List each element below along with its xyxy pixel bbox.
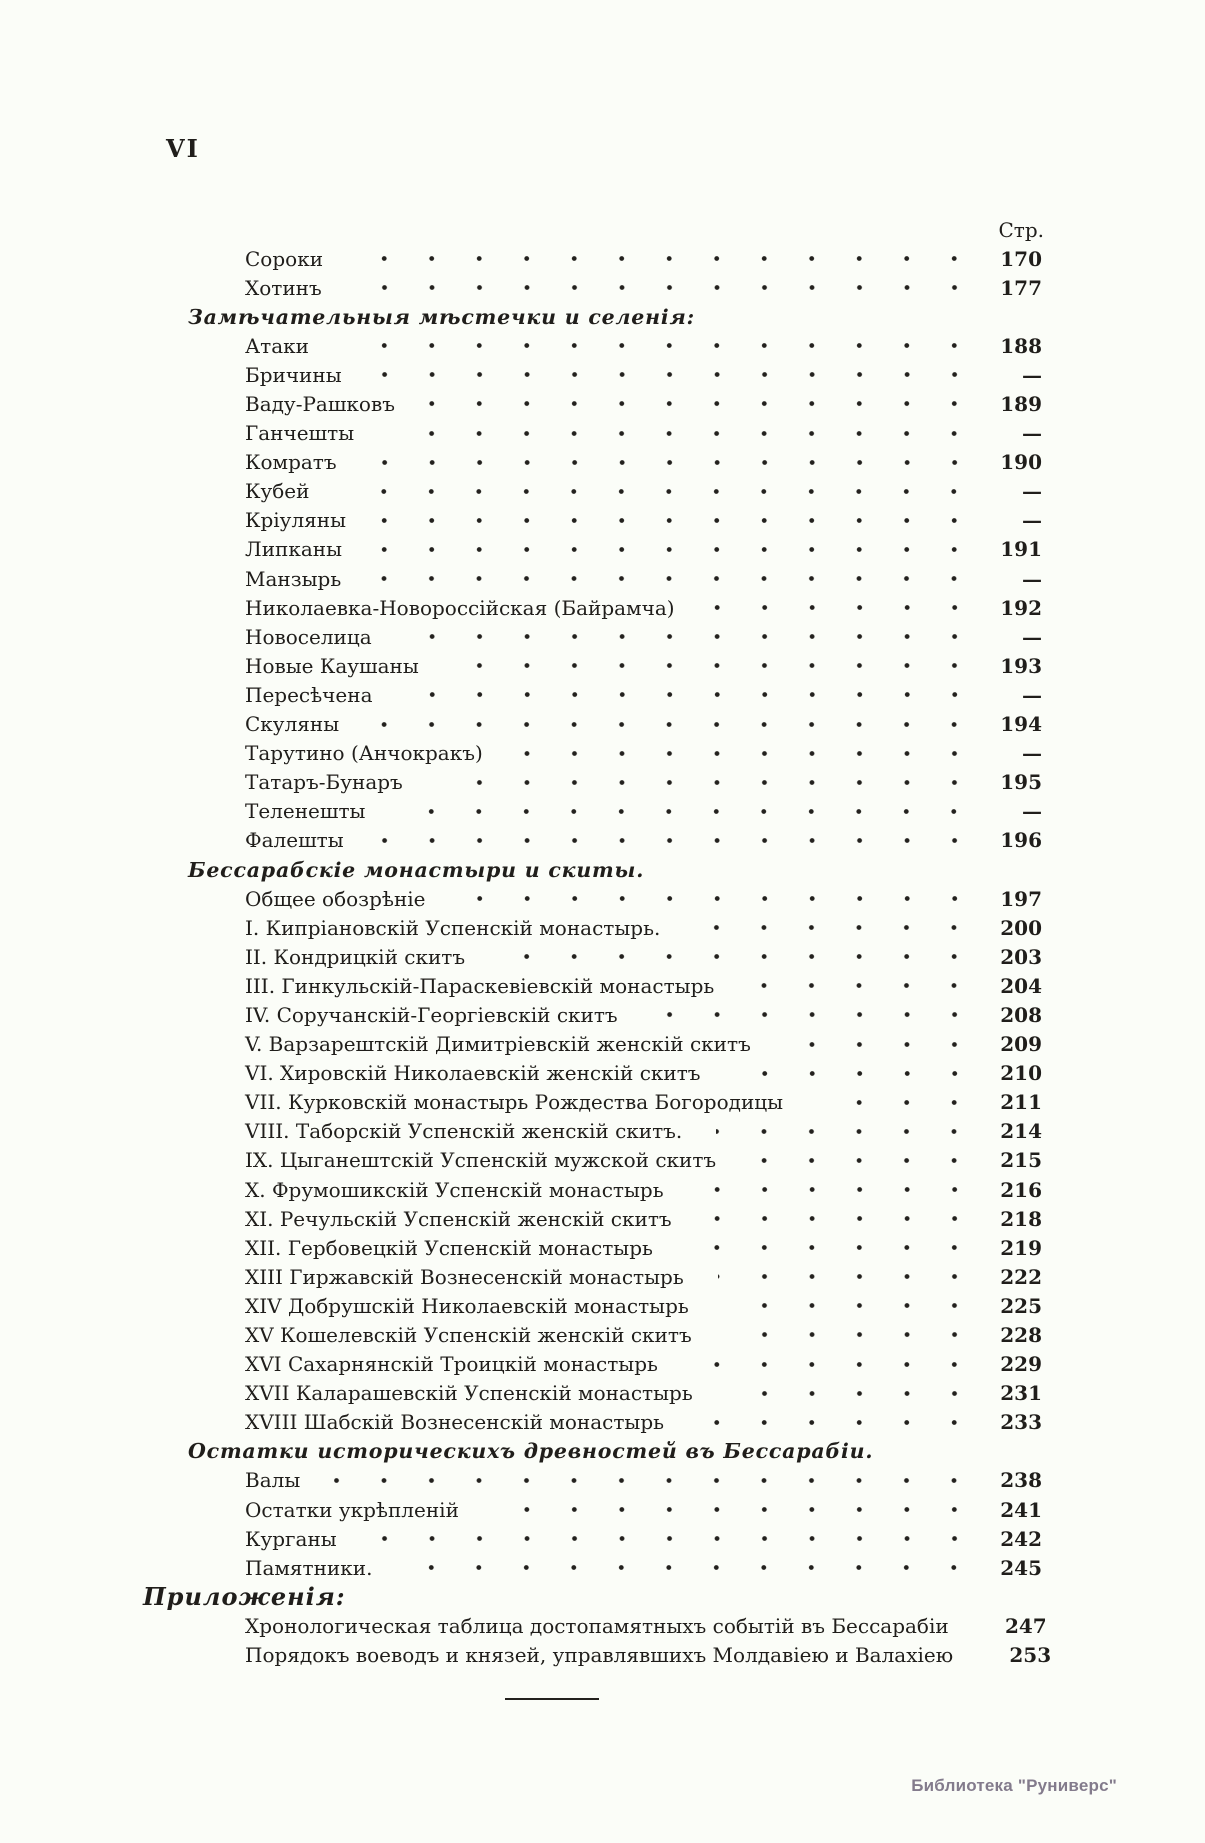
toc-entry bbox=[245, 1000, 1042, 1029]
page-number: 253 bbox=[1009, 1643, 1052, 1668]
toc-entry bbox=[245, 1059, 1042, 1088]
dot-leader bbox=[375, 564, 978, 593]
dot-leader bbox=[687, 1233, 978, 1262]
dot-leader bbox=[356, 273, 978, 302]
dot-leader bbox=[698, 1175, 978, 1204]
toc-entry bbox=[245, 1262, 1042, 1291]
dot-leader bbox=[493, 1495, 978, 1524]
toc-entry bbox=[245, 1379, 1042, 1408]
dot-leader bbox=[343, 477, 978, 506]
entry-label: Курганы bbox=[245, 1526, 337, 1551]
folio-number: VI bbox=[166, 134, 200, 163]
dot-leader bbox=[376, 360, 978, 389]
entry-label: Новые Каушаны bbox=[245, 653, 419, 678]
toc-entry bbox=[245, 768, 1042, 797]
entry-label: Ганчешты bbox=[245, 421, 355, 446]
entry-label: Порядокъ воеводъ и князей, управлявшихъ Молдавіею и Валахіею bbox=[245, 1643, 954, 1668]
toc-entry bbox=[245, 389, 1042, 418]
toc-entry bbox=[245, 448, 1042, 477]
dot-leader bbox=[716, 1117, 978, 1146]
toc-entry bbox=[245, 651, 1042, 680]
page-number: 177 bbox=[1000, 275, 1042, 300]
dot-leader bbox=[460, 884, 978, 913]
toc-entry bbox=[245, 1350, 1042, 1379]
toc-entry bbox=[245, 506, 1042, 535]
toc-entry bbox=[245, 1524, 1042, 1553]
dot-leader bbox=[735, 1059, 978, 1088]
toc-entry bbox=[245, 826, 1042, 855]
toc-entry bbox=[245, 1611, 1047, 1640]
dot-leader bbox=[785, 1030, 978, 1059]
page-number: 245 bbox=[1000, 1555, 1042, 1580]
section-heading-label: Бессарабскіе монастыри и скиты. bbox=[188, 857, 645, 882]
toc-section-heading bbox=[188, 302, 1042, 331]
page-number: 219 bbox=[1000, 1235, 1042, 1260]
toc-entry bbox=[245, 273, 1042, 302]
toc-entry bbox=[245, 1495, 1042, 1524]
page-number: 209 bbox=[1000, 1032, 1042, 1057]
dot-leader bbox=[343, 331, 978, 360]
toc-entry bbox=[245, 942, 1042, 971]
dot-leader bbox=[406, 622, 978, 651]
toc-entry bbox=[245, 797, 1042, 826]
toc-entry bbox=[245, 680, 1042, 709]
toc-entry bbox=[245, 419, 1042, 448]
dot-leader bbox=[357, 244, 978, 273]
dot-leader bbox=[399, 797, 978, 826]
toc-entry bbox=[245, 477, 1042, 506]
page-number: 196 bbox=[1000, 828, 1042, 853]
entry-label: Кубей bbox=[245, 479, 310, 504]
toc-entry bbox=[245, 1320, 1042, 1349]
dot-leader bbox=[378, 826, 978, 855]
toc-entry bbox=[245, 1641, 1052, 1670]
page-number: — bbox=[1022, 421, 1042, 446]
page-number: 228 bbox=[1000, 1323, 1042, 1348]
entry-label: V. Варзарештскій Димитріевскій женскій скитъ bbox=[245, 1032, 751, 1057]
page-number: 203 bbox=[1000, 944, 1042, 969]
dot-leader bbox=[817, 1088, 978, 1117]
entry-label: Кріуляны bbox=[245, 508, 347, 533]
dot-leader bbox=[407, 680, 979, 709]
page-number: 193 bbox=[1000, 653, 1042, 678]
entry-label: III. Гинкульскій-Параскевіевскій монастырь bbox=[245, 973, 715, 998]
page-number: 241 bbox=[1000, 1497, 1042, 1522]
page-number: 218 bbox=[1000, 1206, 1042, 1231]
dot-leader bbox=[652, 1000, 978, 1029]
library-watermark: Библиотека "Руниверс" bbox=[911, 1776, 1117, 1795]
page-number: 194 bbox=[1000, 712, 1042, 737]
page-number: 200 bbox=[1000, 915, 1042, 940]
toc-section-heading bbox=[143, 1582, 1042, 1611]
entry-label: Манзырь bbox=[245, 566, 342, 591]
entry-label: IV. Соручанскій-Георгіевскій скитъ bbox=[245, 1002, 618, 1027]
entry-label: Хотинъ bbox=[245, 275, 322, 300]
entry-label: Николаевка-Новороссійская (Байрамча) bbox=[245, 595, 675, 620]
toc-entry bbox=[245, 331, 1042, 360]
page-number: 247 bbox=[1004, 1613, 1047, 1638]
page-number: — bbox=[1022, 741, 1042, 766]
entry-label: VIII. Таборскій Успенскій женскій скитъ. bbox=[245, 1119, 683, 1144]
dot-leader bbox=[376, 535, 978, 564]
dot-leader bbox=[692, 1350, 978, 1379]
page-number: 238 bbox=[1000, 1468, 1042, 1493]
entry-label: IX. Цыганештскій Успенскій мужской скитъ bbox=[245, 1148, 717, 1173]
toc-entry bbox=[245, 1175, 1042, 1204]
entry-label: Бричины bbox=[245, 362, 342, 387]
entry-label: I. Кипріановскій Успенскій монастырь. bbox=[245, 915, 661, 940]
toc-entry bbox=[245, 622, 1042, 651]
toc-entry bbox=[245, 1204, 1042, 1233]
dot-leader bbox=[748, 971, 978, 1000]
page-number: 195 bbox=[1000, 770, 1042, 795]
page-number: 210 bbox=[1000, 1061, 1042, 1086]
entry-label: Атаки bbox=[245, 333, 309, 358]
toc-entry bbox=[245, 1408, 1042, 1437]
dot-leader bbox=[694, 913, 978, 942]
dot-leader bbox=[723, 1291, 978, 1320]
page-number: — bbox=[1022, 479, 1042, 504]
entry-label: VII. Курковскій монастырь Рождества Богородицы bbox=[245, 1090, 784, 1115]
entry-label: Скуляны bbox=[245, 712, 340, 737]
entry-label: Комратъ bbox=[245, 450, 337, 475]
page-number: 231 bbox=[1000, 1381, 1042, 1406]
dot-leader bbox=[429, 389, 978, 418]
page-number: — bbox=[1022, 682, 1042, 707]
toc-entry bbox=[245, 1553, 1042, 1582]
dot-leader bbox=[706, 1204, 978, 1233]
page-number: — bbox=[1022, 362, 1042, 387]
page-number: 225 bbox=[1000, 1293, 1042, 1318]
toc-entry bbox=[245, 971, 1042, 1000]
toc-entry bbox=[245, 710, 1042, 739]
page-number: 208 bbox=[1000, 1002, 1042, 1027]
dot-leader bbox=[726, 1320, 978, 1349]
page-number: — bbox=[1022, 799, 1042, 824]
entry-label: Общее обозрѣніе bbox=[245, 886, 426, 911]
toc-entry bbox=[245, 1030, 1042, 1059]
entry-label: Тарутино (Анчокракъ) bbox=[245, 741, 483, 766]
dot-leader bbox=[334, 1466, 978, 1495]
page-number: 204 bbox=[1000, 973, 1042, 998]
entry-label: XIV Добрушскій Николаевскій монастырь bbox=[245, 1293, 689, 1318]
dot-leader bbox=[380, 506, 978, 535]
page-number: 216 bbox=[1000, 1177, 1042, 1202]
dot-leader bbox=[709, 593, 978, 622]
dot-leader bbox=[371, 448, 978, 477]
entry-label: XV Кошелевскій Успенскій женскій скитъ bbox=[245, 1323, 692, 1348]
page-number: — bbox=[1022, 508, 1042, 533]
page-number: 197 bbox=[1000, 886, 1042, 911]
entry-label: Хронологическая таблица достопамятныхъ событій въ Бессарабіи bbox=[245, 1613, 949, 1638]
toc-entry bbox=[245, 1466, 1042, 1495]
entry-label: Фалешты bbox=[245, 828, 344, 853]
dot-leader bbox=[499, 942, 978, 971]
dot-leader bbox=[373, 710, 978, 739]
dot-leader bbox=[371, 1524, 978, 1553]
section-heading-label: Замѣчательныя мѣстечки и селенія: bbox=[188, 304, 695, 329]
toc-entry bbox=[245, 564, 1042, 593]
toc-entry bbox=[245, 593, 1042, 622]
entry-label: Теленешты bbox=[245, 799, 366, 824]
entry-label: Валы bbox=[245, 1468, 301, 1493]
entry-label: Новоселица bbox=[245, 624, 372, 649]
page-number: 214 bbox=[1000, 1119, 1042, 1144]
page-column-header: Стр. bbox=[998, 218, 1044, 242]
entry-label: XVII Каларашевскій Успенскій монастырь bbox=[245, 1381, 693, 1406]
dot-leader bbox=[517, 739, 978, 768]
entry-label: XII. Гербовецкій Успенскій монастырь bbox=[245, 1235, 653, 1260]
toc-entry bbox=[245, 1233, 1042, 1262]
entry-label: Сороки bbox=[245, 246, 324, 271]
toc-section-heading bbox=[188, 1437, 1042, 1466]
dot-leader bbox=[388, 419, 978, 448]
page-number: 191 bbox=[1000, 537, 1042, 562]
page-number: 229 bbox=[1000, 1352, 1042, 1377]
page-number: — bbox=[1022, 566, 1042, 591]
entry-label: XIII Гиржавскій Вознесенскій монастырь bbox=[245, 1264, 684, 1289]
dot-leader bbox=[437, 768, 978, 797]
page-number: 188 bbox=[1000, 333, 1042, 358]
toc-entry bbox=[245, 913, 1042, 942]
table-of-contents bbox=[143, 244, 1052, 1670]
dot-leader bbox=[750, 1146, 978, 1175]
entry-label: Липканы bbox=[245, 537, 343, 562]
dot-leader bbox=[698, 1408, 978, 1437]
toc-entry bbox=[245, 535, 1042, 564]
section-heading-label: Приложенія: bbox=[143, 1582, 346, 1612]
page-number: 192 bbox=[1000, 595, 1042, 620]
dot-leader bbox=[453, 651, 978, 680]
toc-entry bbox=[245, 884, 1042, 913]
page-number: 215 bbox=[1000, 1148, 1042, 1173]
end-rule-divider bbox=[505, 1698, 599, 1700]
toc-entry bbox=[245, 1117, 1042, 1146]
page-number: 211 bbox=[1000, 1090, 1042, 1115]
toc-entry bbox=[245, 1291, 1042, 1320]
entry-label: Татаръ-Бунаръ bbox=[245, 770, 403, 795]
toc-entry bbox=[245, 1088, 1042, 1117]
toc-entry bbox=[245, 244, 1042, 273]
page-number: 170 bbox=[1000, 246, 1042, 271]
entry-label: Ваду-Рашковъ bbox=[245, 392, 395, 417]
page-number: 189 bbox=[1000, 392, 1042, 417]
page-number: 222 bbox=[1000, 1264, 1042, 1289]
toc-entry bbox=[245, 360, 1042, 389]
entry-label: II. Кондрицкій скитъ bbox=[245, 944, 466, 969]
dot-leader bbox=[718, 1262, 978, 1291]
entry-label: XVI Сахарнянскій Троицкій монастырь bbox=[245, 1352, 658, 1377]
toc-entry bbox=[245, 1146, 1042, 1175]
entry-label: Памятники. bbox=[245, 1555, 373, 1580]
page-number: — bbox=[1022, 624, 1042, 649]
entry-label: XVIII Шабскій Вознесенскій монастырь bbox=[245, 1410, 665, 1435]
toc-section-heading bbox=[188, 855, 1042, 884]
entry-label: Остатки укрѣпленій bbox=[245, 1497, 459, 1522]
page-number: 190 bbox=[1000, 450, 1042, 475]
dot-leader bbox=[406, 1553, 978, 1582]
entry-label: X. Фрумошикскій Успенскій монастырь bbox=[245, 1177, 664, 1202]
page-number: 242 bbox=[1000, 1526, 1042, 1551]
entry-label: Пересѣчена bbox=[245, 682, 373, 707]
page-number: 233 bbox=[1000, 1410, 1042, 1435]
toc-entry bbox=[245, 739, 1042, 768]
dot-leader bbox=[727, 1379, 978, 1408]
section-heading-label: Остатки историческихъ древностей въ Бессарабіи. bbox=[188, 1439, 874, 1464]
entry-label: XI. Речульскій Успенскій женскій скитъ bbox=[245, 1206, 672, 1231]
entry-label: VI. Хировскій Николаевскій женскій скитъ bbox=[245, 1061, 701, 1086]
